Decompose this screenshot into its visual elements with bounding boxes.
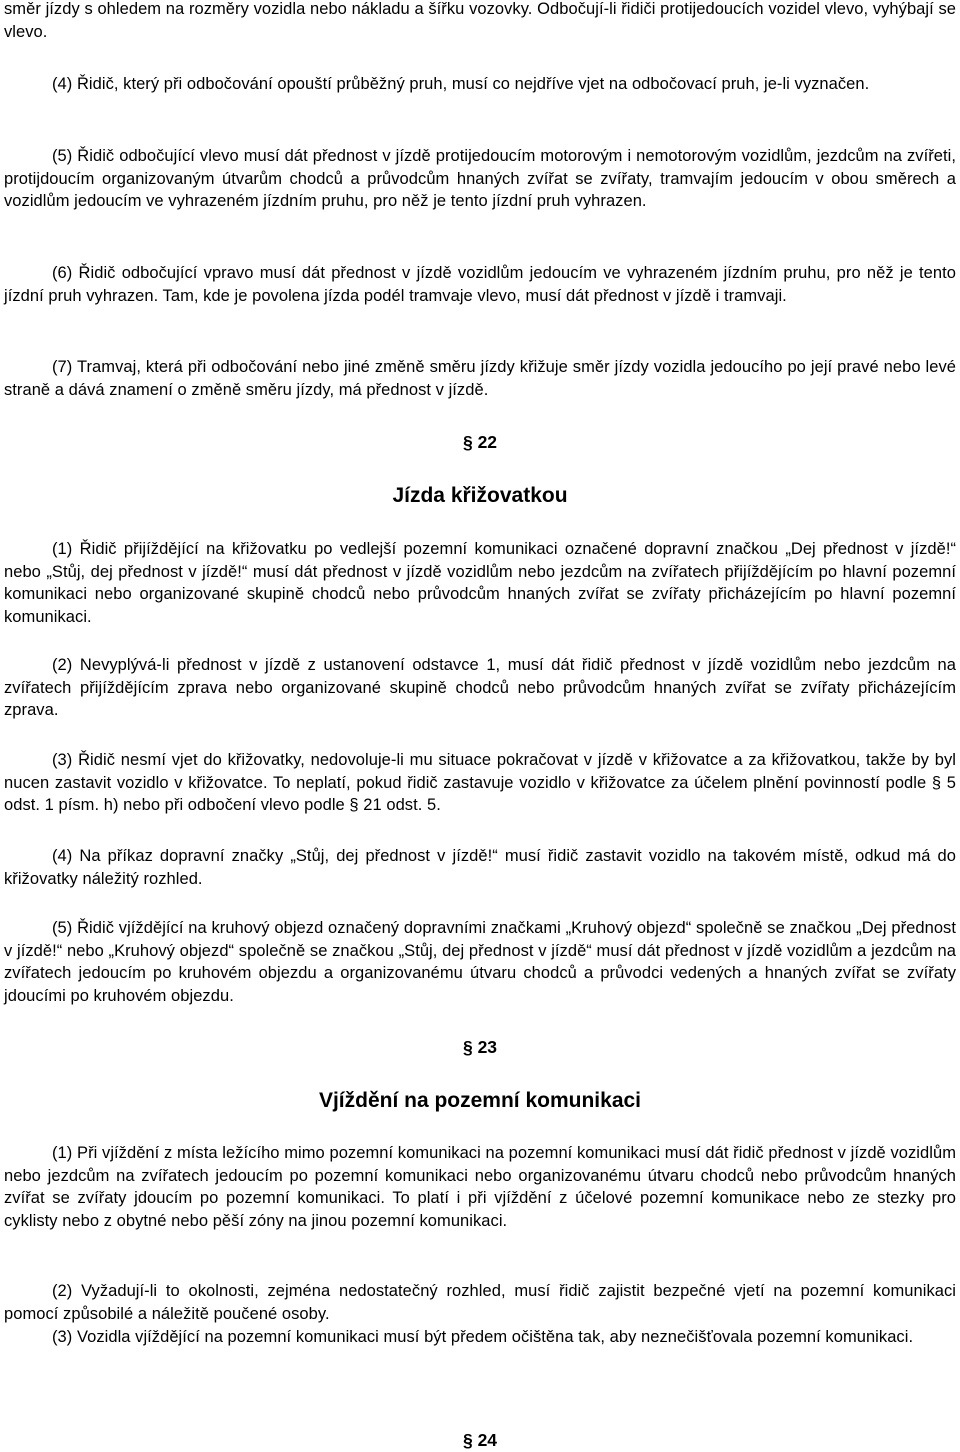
paragraph-23-2: (2) Vyžadují-li to okolnosti, zejména nedostatečný rozhled, musí řidič zajistit bezpečné vjetí na pozemní komunikaci pomocí způsobilé a náležitě poučené osoby. — [4, 1282, 956, 1323]
section-number-22: § 22 — [462, 432, 498, 452]
paragraph-22-5: (5) Řidič vjíždějící na kruhový objezd označený dopravními značkami „Kruhový objezd“ společně se značkou „Dej přednost v jízdě!“ nebo „Kruhový objezd“ společně se značkou „Stůj, dej přednost v jízdě“ musí dát přednost v jízdě vozidlům a jezdcům na zvířatech jedoucím po kruhovém objezdu a organizovanému útvaru chodců a průvodci vedených a hnaných zvířat se zvířaty jdoucími po kruhovém objezdu. — [4, 919, 956, 1005]
section-title-23: Vjíždění na pozemní komunikaci — [318, 1089, 642, 1112]
paragraph-21-7: (7) Tramvaj, která při odbočování nebo jiné změně směru jízdy křižuje směr jízdy vozidla jedoucího po její pravé nebo levé straně a dává znamení o změně směru jízdy, má přednost v jízdě. — [4, 358, 956, 399]
paragraph-23-1: (1) Při vjíždění z místa ležícího mimo pozemní komunikaci na pozemní komunikaci musí dát řidič přednost v jízdě vozidlům nebo jezdcům na zvířatech jedoucím po pozemní komunikaci nebo organizovanému útvaru chodců nebo průvodcům hnaných zvířat se zvířaty jdoucím po pozemní komunikaci. To platí i při vjíždění z účelové pozemní komunikace nebo ze stezky pro cyklisty nebo z obytné nebo pěší zóny na jinou pozemní komunikaci. — [4, 1144, 956, 1230]
paragraph-22-4: (4) Na příkaz dopravní značky „Stůj, dej přednost v jízdě!“ musí řidič zastavit vozidlo na takovém místě, odkud má do křižovatky náležitý rozhled. — [4, 847, 956, 888]
section-title-22: Jízda křižovatkou — [392, 484, 568, 507]
paragraph-21-6: (6) Řidič odbočující vpravo musí dát přednost v jízdě vozidlům jedoucím ve vyhrazeném jízdním pruhu, pro něž je tento jízdní pruh vyhrazen. Tam, kde je povolena jízda podél tramvaje vlevo, musí dát přednost v jízdě i tramvaji. — [4, 264, 956, 305]
paragraph-21-4: (4) Řidič, který při odbočování opouští průběžný pruh, musí co nejdříve vjet na odbočovací pruh, je-li vyznačen. — [52, 75, 870, 93]
paragraph-22-1: (1) Řidič přijíždějící na křižovatku po vedlejší pozemní komunikaci označené dopravní značkou „Dej přednost v jízdě!“ nebo „Stůj, dej přednost v jízdě!“ musí dát přednost v jízdě vozidlům nebo jezdcům na zvířatech přijíždějícím po hlavní pozemní komunikaci nebo organizované skupině chodců nebo průvodcům hnaných zvířat se zvířaty přicházejícím po hlavní pozemní komunikaci. — [4, 540, 956, 626]
paragraph-22-2: (2) Nevyplývá-li přednost v jízdě z ustanovení odstavce 1, musí dát řidič přednost v jízdě vozidlům nebo jezdcům na zvířatech přijíždějícím zprava nebo organizované skupině chodců nebo průvodcům hnaných zvířat se zvířaty přicházejícím zprava. — [4, 656, 956, 720]
section-number-24: § 24 — [462, 1430, 498, 1450]
section-number-23: § 23 — [462, 1037, 498, 1057]
paragraph-23-3: (3) Vozidla vjíždějící na pozemní komunikaci musí být předem očištěna tak, aby neznečišťovala pozemní komunikaci. — [52, 1328, 914, 1346]
paragraph-22-3: (3) Řidič nesmí vjet do křižovatky, nedovoluje-li mu situace pokračovat v jízdě v křižovatce a za křižovatkou, takže by byl nucen zastavit vozidlo v křižovatce. To neplatí, pokud řidič zastavuje vozidlo v křižovatce za účelem plnění povinností podle § 5 odst. 1 písm. h) nebo při odbočení vlevo podle § 21 odst. 5. — [4, 751, 956, 815]
paragraph-continuation: směr jízdy s ohledem na rozměry vozidla nebo nákladu a šířku vozovky. Odbočují-li řidiči protijedoucích vozidel vlevo, vyhýbají se vlevo. — [4, 0, 956, 41]
paragraph-21-5: (5) Řidič odbočující vlevo musí dát přednost v jízdě protijedoucím motorovým i nemotorovým vozidlům, jezdcům na zvířeti, protijdoucím organizovaným útvarům chodců a průvodcům hnaných zvířat se zvířaty, tramvajím jedoucím v obou směrech a vozidlům jedoucím ve vyhrazeném jízdním pruhu, pro něž je tento jízdní pruh vyhrazen. — [4, 147, 956, 211]
